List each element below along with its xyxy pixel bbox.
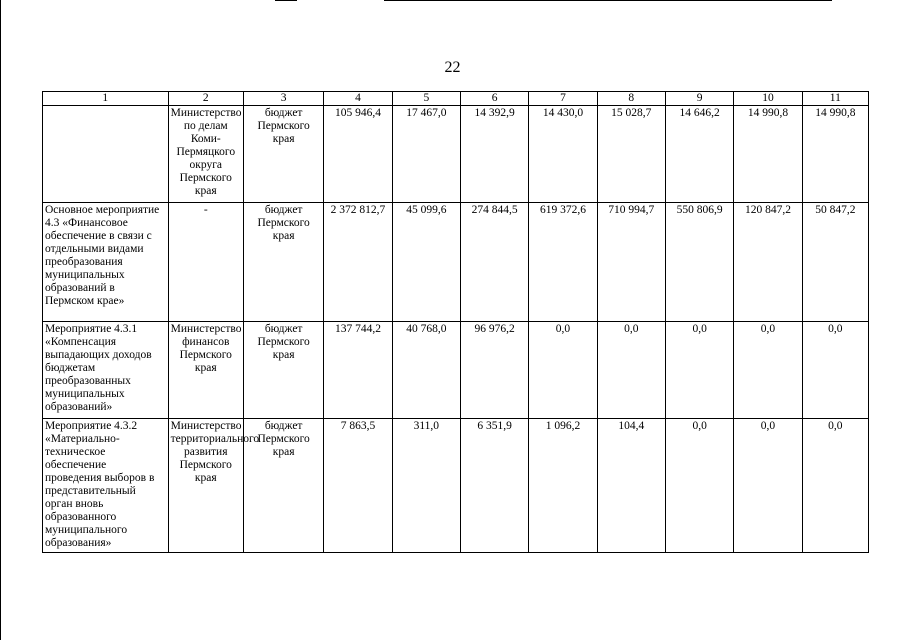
value-cell: 0,0 — [734, 322, 802, 419]
funding-source-cell: бюджет Пермского края — [243, 106, 323, 203]
activity-name-cell: Мероприятие 4.3.1 «Компенсация выпадающих доходов бюджетам преобразованных муниципальных образований» — [43, 322, 169, 419]
value-cell: 6 351,9 — [460, 419, 528, 553]
value-cell: 710 994,7 — [597, 203, 665, 322]
value-cell: 0,0 — [597, 322, 665, 419]
value-cell: 274 844,5 — [460, 203, 528, 322]
value-cell: 45 099,6 — [392, 203, 460, 322]
funding-source-cell: бюджет Пермского края — [243, 322, 323, 419]
column-header: 2 — [168, 92, 243, 106]
table-row — [43, 106, 869, 203]
column-header: 3 — [243, 92, 323, 106]
column-header: 6 — [460, 92, 528, 106]
value-cell: 550 806,9 — [665, 203, 733, 322]
value-cell: 105 946,4 — [324, 106, 392, 203]
table-row — [43, 419, 869, 553]
page-left-edge — [0, 0, 1, 640]
value-cell: 619 372,6 — [529, 203, 597, 322]
value-cell: 14 990,8 — [734, 106, 802, 203]
executor-cell: Министерство финансов Пермского края — [168, 322, 243, 419]
executor-cell: - — [168, 203, 243, 322]
budget-table — [42, 91, 869, 553]
page-number: 22 — [444, 59, 461, 76]
value-cell: 1 096,2 — [529, 419, 597, 553]
column-header: 8 — [597, 92, 665, 106]
activity-name-cell — [43, 106, 169, 203]
table-row — [43, 322, 869, 419]
value-cell: 0,0 — [802, 419, 868, 553]
funding-source-cell: бюджет Пермского края — [243, 203, 323, 322]
executor-cell: Министерство территориального развития Пермского края — [168, 419, 243, 553]
value-cell: 137 744,2 — [324, 322, 392, 419]
top-rule-right — [384, 0, 832, 1]
value-cell: 14 990,8 — [802, 106, 868, 203]
column-number-row — [43, 92, 869, 106]
value-cell: 311,0 — [392, 419, 460, 553]
value-cell: 14 646,2 — [665, 106, 733, 203]
value-cell: 17 467,0 — [392, 106, 460, 203]
value-cell: 0,0 — [665, 419, 733, 553]
activity-name-cell: Мероприятие 4.3.2 «Материально-техническое обеспечение проведения выборов в представительный орган вновь образованного муниципального образования» — [43, 419, 169, 553]
value-cell: 15 028,7 — [597, 106, 665, 203]
funding-source-cell: бюджет Пермского края — [243, 419, 323, 553]
column-header: 5 — [392, 92, 460, 106]
column-header: 11 — [802, 92, 868, 106]
value-cell: 0,0 — [665, 322, 733, 419]
column-header: 9 — [665, 92, 733, 106]
value-cell: 0,0 — [734, 419, 802, 553]
value-cell: 50 847,2 — [802, 203, 868, 322]
value-cell: 14 430,0 — [529, 106, 597, 203]
value-cell: 40 768,0 — [392, 322, 460, 419]
value-cell: 2 372 812,7 — [324, 203, 392, 322]
column-header: 1 — [43, 92, 169, 106]
activity-name-cell: Основное мероприятие 4.3 «Финансовое обеспечение в связи с отдельными видами преобразования муниципальных образований в Пермском крае» — [43, 203, 169, 322]
value-cell: 120 847,2 — [734, 203, 802, 322]
table-row — [43, 203, 869, 322]
value-cell: 0,0 — [802, 322, 868, 419]
top-rule-left — [275, 0, 297, 1]
value-cell: 96 976,2 — [460, 322, 528, 419]
value-cell: 104,4 — [597, 419, 665, 553]
column-header: 10 — [734, 92, 802, 106]
value-cell: 0,0 — [529, 322, 597, 419]
value-cell: 14 392,9 — [460, 106, 528, 203]
column-header: 4 — [324, 92, 392, 106]
column-header: 7 — [529, 92, 597, 106]
executor-cell: Министерство по делам Коми-Пермяцкого округа Пермского края — [168, 106, 243, 203]
value-cell: 7 863,5 — [324, 419, 392, 553]
